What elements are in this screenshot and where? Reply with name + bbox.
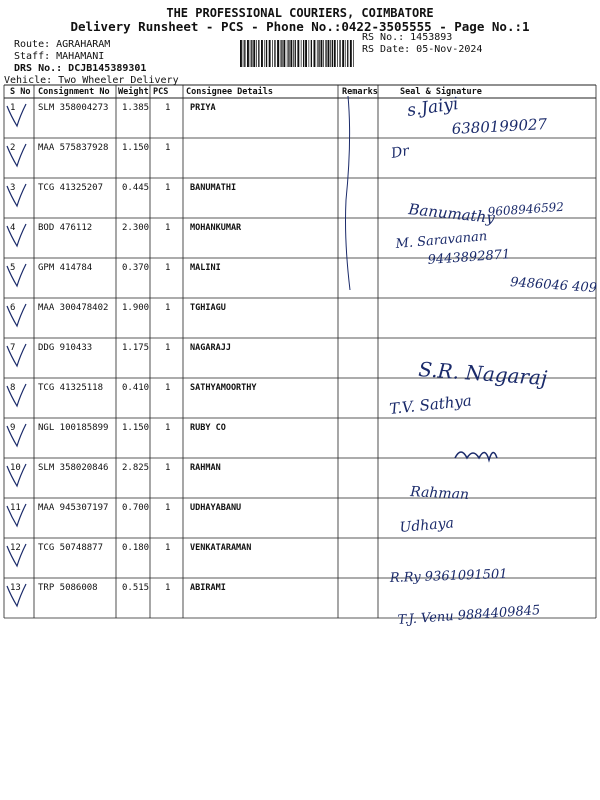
row-consignee-name: RAHMAN: [190, 463, 221, 473]
row-weight: 0.370: [122, 263, 150, 273]
row-serial-number: 1: [10, 103, 16, 113]
row-serial-number: 12: [10, 543, 21, 553]
row-serial-number: 2: [10, 143, 16, 153]
table-row: [0, 258, 600, 298]
row-weight: 1.150: [122, 143, 150, 153]
row-weight: 0.445: [122, 183, 150, 193]
row-consignment-number: MAA 945307197: [38, 503, 109, 513]
delivered-tick-mark: [5, 582, 27, 608]
handwritten-signature: Udhaya: [398, 515, 455, 536]
table-row: [0, 378, 600, 418]
row-consignment-number: MAA 575837928: [38, 143, 109, 153]
row-consignee-name: MOHANKUMAR: [190, 223, 242, 233]
row-consignment-number: TCG 50748877: [38, 543, 104, 553]
row-pieces: 1: [165, 263, 171, 273]
row-consignee-name: NAGARAJJ: [190, 343, 231, 353]
drs-number: DRS No.: DCJB145389301: [14, 63, 147, 74]
row-weight: 0.180: [122, 543, 150, 553]
row-consignee-name: TGHIAGU: [190, 303, 226, 313]
row-consignment-number: SLM 358020846: [38, 463, 109, 473]
row-weight: 0.515: [122, 583, 150, 593]
row-consignment-number: MAA 300478402: [38, 303, 109, 313]
row-serial-number: 4: [10, 223, 16, 233]
column-header-seal: Seal & Signature: [400, 87, 482, 97]
handwritten-signature: S.R. Nagaraj: [417, 357, 548, 390]
row-consignment-number: GPM 414784: [38, 263, 93, 273]
row-serial-number: 5: [10, 263, 16, 273]
handwritten-signature: Banumathy: [407, 200, 496, 228]
delivered-tick-mark: [5, 222, 27, 248]
column-header-remarks: Remarks: [342, 87, 378, 97]
row-consignment-number: DDG 910433: [38, 343, 93, 353]
row-serial-number: 11: [10, 503, 21, 513]
table-row: [0, 418, 600, 458]
table-row: [0, 578, 600, 618]
row-weight: 1.900: [122, 303, 150, 313]
row-pieces: 1: [165, 343, 171, 353]
row-weight: 1.175: [122, 343, 150, 353]
row-pieces: 1: [165, 423, 171, 433]
delivered-tick-mark: [5, 422, 27, 448]
rs-date: RS Date: 05-Nov-2024: [362, 44, 483, 55]
table-row: [0, 498, 600, 538]
delivered-tick-mark: [5, 502, 27, 528]
delivered-tick-mark: [5, 182, 27, 208]
row-serial-number: 13: [10, 583, 21, 593]
handwritten-signature: Rahman: [409, 484, 470, 504]
delivered-tick-mark: [5, 462, 27, 488]
delivered-tick-mark: [5, 382, 27, 408]
row-weight: 2.825: [122, 463, 150, 473]
row-serial-number: 9: [10, 423, 16, 433]
column-header-pcs: PCS: [153, 87, 169, 97]
row-weight: 0.410: [122, 383, 150, 393]
row-weight: 1.150: [122, 423, 150, 433]
table-row: [0, 458, 600, 498]
staff-label: Staff: MAHAMANI: [14, 51, 105, 62]
table-row: [0, 218, 600, 258]
row-pieces: 1: [165, 463, 171, 473]
column-header-consignee: Consignee Details: [186, 87, 273, 97]
row-pieces: 1: [165, 143, 171, 153]
row-weight: 0.700: [122, 503, 150, 513]
row-pieces: 1: [165, 383, 171, 393]
row-pieces: 1: [165, 223, 171, 233]
row-consignee-name: BANUMATHI: [190, 183, 237, 193]
handwritten-signature: T.J. Venu 9884409845: [397, 603, 541, 628]
handwritten-signature: M. Saravanan: [395, 229, 488, 252]
table-row: [0, 298, 600, 338]
row-pieces: 1: [165, 543, 171, 553]
page-subtitle: Delivery Runsheet - PCS - Phone No.:0422-3505555 - Page No.:1: [70, 19, 530, 34]
row-pieces: 1: [165, 303, 171, 313]
handwritten-signature: R.Ry 9361091501: [389, 566, 508, 586]
row-pieces: 1: [165, 103, 171, 113]
row-serial-number: 8: [10, 383, 16, 393]
handwritten-signature: 9608946592: [487, 199, 565, 219]
delivered-tick-mark: [5, 342, 27, 368]
delivered-tick-mark: [5, 102, 27, 128]
table-row: [0, 178, 600, 218]
row-serial-number: 6: [10, 303, 16, 313]
row-consignment-number: TCG 41325118: [38, 383, 104, 393]
rs-number: RS No.: 1453893: [362, 32, 453, 43]
table-row: [0, 338, 600, 378]
row-consignee-name: PRIYA: [190, 103, 216, 113]
table-row: [0, 538, 600, 578]
vehicle-label: Vehicle: Two Wheeler Delivery: [4, 75, 179, 86]
route-label: Route: AGRAHARAM: [14, 39, 111, 50]
handwritten-signature: 9443892871: [427, 247, 511, 268]
row-pieces: 1: [165, 583, 171, 593]
row-pieces: 1: [165, 183, 171, 193]
row-consignee-name: SATHYAMOORTHY: [190, 383, 257, 393]
handwritten-signature: s.Jaiyi: [405, 93, 460, 121]
handwritten-signature: 9486046 409: [509, 275, 598, 297]
row-consignment-number: NGL 100185899: [38, 423, 109, 433]
row-consignment-number: TCG 41325207: [38, 183, 104, 193]
page-title: THE PROFESSIONAL COURIERS, COIMBATORE: [166, 6, 434, 20]
row-consignment-number: TRP 5086008: [38, 583, 98, 593]
delivered-tick-mark: [5, 302, 27, 328]
handwritten-signature: 6380199027: [451, 115, 548, 138]
row-pieces: 1: [165, 503, 171, 513]
row-serial-number: 7: [10, 343, 16, 353]
row-weight: 1.385: [122, 103, 150, 113]
row-weight: 2.300: [122, 223, 150, 233]
delivered-tick-mark: [5, 542, 27, 568]
row-consignee-name: MALINI: [190, 263, 221, 273]
column-header-sno: S No: [10, 87, 31, 97]
delivered-tick-mark: [5, 142, 27, 168]
row-consignee-name: UDHAYABANU: [190, 503, 242, 513]
table-row: [0, 138, 600, 178]
column-header-consignment: Consignment No: [38, 87, 110, 97]
delivered-tick-mark: [5, 262, 27, 288]
row-consignee-name: RUBY CO: [190, 423, 226, 433]
handwritten-signature: Dr: [389, 143, 411, 162]
handwritten-signature: T.V. Sathya: [388, 391, 473, 418]
column-header-weight: Weight: [118, 87, 149, 97]
row-serial-number: 3: [10, 183, 16, 193]
row-consignee-name: VENKATARAMAN: [190, 543, 252, 553]
table-row: [0, 98, 600, 138]
row-consignment-number: SLM 358004273: [38, 103, 109, 113]
row-consignment-number: BOD 476112: [38, 223, 93, 233]
row-consignee-name: ABIRAMI: [190, 583, 226, 593]
row-serial-number: 10: [10, 463, 21, 473]
